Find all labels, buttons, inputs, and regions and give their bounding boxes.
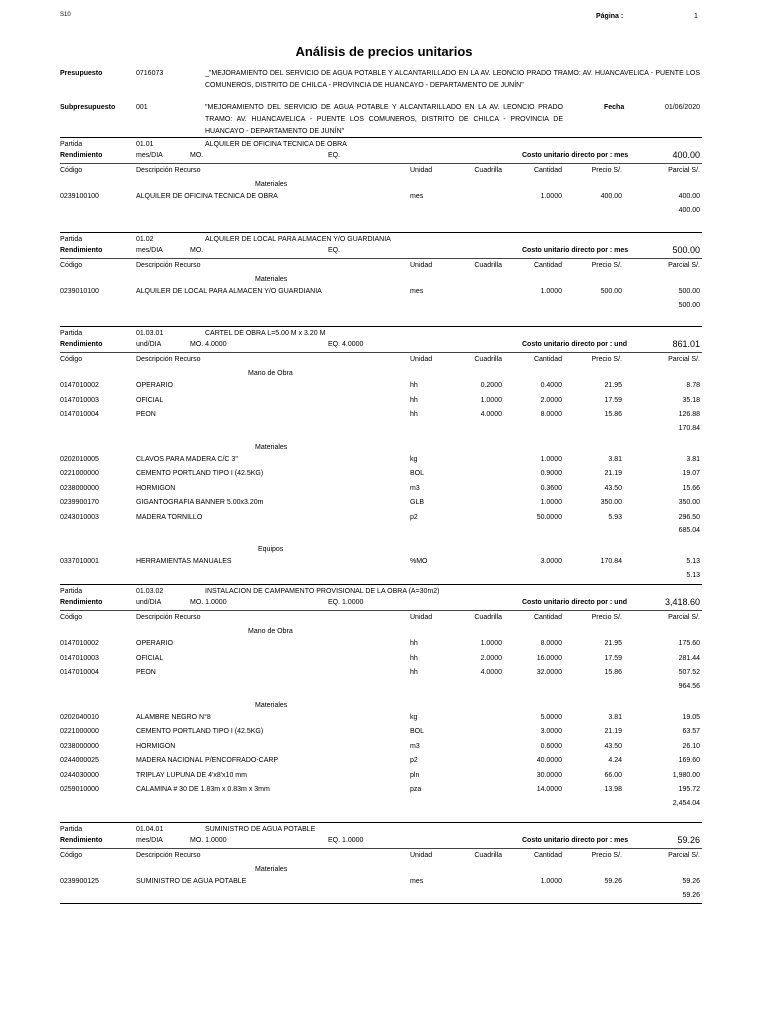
- resource-parcial: 296.50: [678, 513, 700, 521]
- resource-description: CLAVOS PARA MADERA C/C 3": [136, 455, 238, 463]
- costo-unitario-label: Costo unitario directo por : und: [522, 341, 627, 348]
- resource-precio: 17.59: [604, 396, 622, 404]
- partida-id: 01.01: [136, 141, 154, 148]
- col-parcial: Parcial S/.: [668, 852, 700, 859]
- mo-value: 1.0000: [203, 837, 227, 844]
- rendimiento-label: Rendimiento: [60, 599, 103, 606]
- resource-cantidad: 8.0000: [540, 640, 562, 647]
- category-heading: Equipos: [258, 546, 284, 553]
- col-precio: Precio S/.: [591, 262, 622, 269]
- partida-label: Partida: [60, 330, 83, 337]
- mo-field: [190, 152, 203, 159]
- page-label: Página :: [596, 13, 624, 20]
- costo-unitario-value: 500.00: [672, 245, 700, 255]
- resource-code: 0221000000: [60, 728, 99, 735]
- resource-precio: 13.98: [604, 786, 622, 793]
- eq-value: 4.0000: [340, 341, 364, 348]
- partida-top-rule: [60, 326, 702, 327]
- partida-top-rule: [60, 584, 702, 585]
- resource-parcial: 8.78: [686, 382, 700, 389]
- col-precio: Precio S/.: [591, 356, 622, 363]
- resource-unit: pza: [410, 786, 422, 793]
- resource-parcial: 195.72: [678, 786, 700, 793]
- col-cantidad: Cantidad: [533, 167, 562, 174]
- resource-cuadrilla: 4.0000: [480, 411, 502, 418]
- resource-unit: mes: [410, 288, 424, 295]
- resource-parcial: 281.44: [678, 654, 700, 662]
- resource-parcial: 1,980.00: [672, 771, 700, 779]
- resource-row: [0, 743, 768, 755]
- header-rule: [60, 163, 702, 164]
- group-subtotal: 2,454.04: [672, 799, 700, 807]
- resource-unit: hh: [410, 396, 418, 404]
- resource-row: [0, 786, 768, 798]
- partida-name: CARTEL DE OBRA L=5.00 M x 3.20 M: [205, 330, 326, 337]
- group-subtotal: 685.04: [678, 527, 700, 534]
- category-heading: Materiales: [255, 866, 288, 873]
- eq-label: EQ.: [328, 247, 341, 254]
- group-subtotal: 400.00: [678, 206, 700, 214]
- resource-description: TRIPLAY LUPUNA DE 4'x8'x10 mm: [136, 771, 247, 779]
- resource-description: OFICIAL: [136, 396, 164, 404]
- rendimiento-value: und/DIA: [136, 341, 162, 348]
- costo-unitario-value: 861.01: [672, 339, 700, 349]
- eq-field: [328, 341, 363, 348]
- fecha-value: 01/06/2020: [664, 104, 700, 111]
- partida-label: Partida: [60, 141, 83, 148]
- resource-cantidad: 0.6000: [540, 742, 562, 750]
- partida-top-rule: [60, 232, 702, 233]
- col-unidad: Unidad: [410, 167, 433, 174]
- resource-row: [0, 714, 768, 726]
- partida-bottom-rule: [60, 903, 702, 904]
- mo-label: MO.: [190, 247, 204, 254]
- resource-row: [0, 655, 768, 667]
- costo-unitario-label: Costo unitario directo por : mes: [522, 837, 629, 844]
- rendimiento-label: Rendimiento: [60, 152, 103, 159]
- group-subtotal: 59.26: [682, 891, 700, 899]
- resource-description: OPERARIO: [136, 640, 173, 647]
- resource-description: ALAMBRE NEGRO N°8: [136, 713, 211, 721]
- resource-parcial: 19.07: [682, 470, 700, 477]
- resource-row: [0, 669, 768, 681]
- col-unidad: Unidad: [410, 614, 433, 621]
- col-precio: Precio S/.: [591, 167, 622, 174]
- resource-precio: 21.95: [604, 382, 622, 389]
- resource-precio: 400.00: [600, 193, 622, 200]
- resource-row: [0, 470, 768, 482]
- col-cuadrilla: Cuadrilla: [474, 852, 502, 859]
- resource-unit: BOL: [410, 470, 425, 477]
- resource-description: MADERA NACIONAL P/ENCOFRADO-CARP: [136, 757, 279, 764]
- resource-cantidad: 2.0000: [540, 396, 562, 404]
- category-heading: Materiales: [255, 701, 288, 709]
- eq-field: [328, 247, 340, 254]
- resource-cantidad: 1.0000: [540, 499, 562, 506]
- resource-code: 0337010001: [60, 558, 99, 565]
- resource-precio: 17.59: [604, 654, 622, 662]
- resource-cantidad: 0.4000: [540, 382, 562, 389]
- resource-code: 0239900170: [60, 499, 99, 506]
- fecha-label: Fecha: [604, 104, 625, 111]
- resource-unit: %MO: [410, 558, 428, 565]
- resource-parcial: 15.66: [682, 484, 700, 492]
- mo-label: MO.: [190, 341, 204, 348]
- group-subtotal: 964.56: [678, 682, 700, 690]
- resource-code: 0238000000: [60, 484, 99, 492]
- resource-description: HORMIGON: [136, 484, 176, 492]
- resource-cantidad: 32.0000: [536, 669, 562, 676]
- resource-parcial: 350.00: [678, 499, 700, 506]
- resource-precio: 59.26: [604, 878, 622, 885]
- mo-value: 4.0000: [203, 341, 227, 348]
- group-subtotal: 170.84: [678, 424, 700, 432]
- partida-id: 01.03.01: [136, 330, 164, 337]
- resource-description: CEMENTO PORTLAND TIPO I (42.5KG): [136, 728, 264, 735]
- col-cantidad: Cantidad: [533, 262, 562, 269]
- resource-precio: 15.86: [604, 411, 622, 418]
- eq-field: [328, 837, 363, 844]
- resource-cantidad: 14.0000: [536, 786, 562, 793]
- header-rule: [60, 610, 702, 611]
- col-parcial: Parcial S/.: [668, 614, 700, 621]
- eq-field: [328, 152, 340, 159]
- partida-top-rule: [60, 137, 702, 138]
- resource-unit: hh: [410, 382, 418, 389]
- costo-unitario-label: Costo unitario directo por : mes: [522, 152, 629, 159]
- subpresupuesto-description: "MEJORAMIENTO DEL SERVICIO DE AGUA POTABLE Y ALCANTARILLADO EN LA AV. LEONCIO PRADO TRAMO: AV. HUANCAVELICA - PUENTE LOS COMUNEROS, DISTRITO DE CHILCA - PROVINCIA DE HUANCAYO - DEPARTAMENTO DE JUNÍN": [205, 104, 563, 135]
- resource-cuadrilla: 1.0000: [480, 640, 502, 647]
- col-cuadrilla: Cuadrilla: [474, 167, 502, 174]
- resource-code: 0238000000: [60, 742, 99, 750]
- resource-description: PEON: [136, 669, 156, 676]
- col-descripcion: Descripción Recurso: [136, 262, 201, 269]
- resource-row: [0, 456, 768, 468]
- resource-unit: mes: [410, 878, 424, 885]
- resource-code: 0147010002: [60, 382, 99, 389]
- resource-cantidad: 40.0000: [536, 757, 562, 764]
- col-codigo: Código: [60, 262, 83, 269]
- col-unidad: Unidad: [410, 262, 433, 269]
- header-rule: [60, 352, 702, 353]
- resource-code: 0239900125: [60, 878, 99, 885]
- col-unidad: Unidad: [410, 852, 433, 859]
- resource-row: [0, 499, 768, 511]
- resource-description: CALAMINA # 30 DE 1.83m x 0.83m x 3mm: [136, 786, 270, 793]
- mo-field: [190, 247, 203, 254]
- resource-unit: GLB: [410, 499, 425, 506]
- eq-value: 1.0000: [340, 599, 364, 606]
- resource-code: 0244030000: [60, 771, 99, 779]
- column-headers: [0, 356, 768, 368]
- resource-precio: 21.95: [604, 640, 622, 647]
- eq-label: EQ.: [328, 152, 341, 159]
- resource-cantidad: 5.0000: [540, 713, 562, 721]
- resource-code: 0147010003: [60, 396, 99, 404]
- resource-cantidad: 1.0000: [540, 288, 562, 295]
- resource-unit: m3: [410, 484, 420, 492]
- resource-row: [0, 397, 768, 409]
- resource-code: 0239010100: [60, 288, 99, 295]
- mo-label: MO.: [190, 599, 204, 606]
- resource-parcial: 63.57: [682, 728, 700, 735]
- resource-precio: 350.00: [600, 499, 622, 506]
- col-precio: Precio S/.: [591, 614, 622, 621]
- resource-parcial: 5.13: [686, 558, 700, 565]
- resource-description: ALQUILER DE OFICINA TECNICA DE OBRA: [136, 193, 278, 200]
- resource-unit: kg: [410, 455, 418, 463]
- rendimiento-value: mes/DIA: [136, 837, 163, 844]
- resource-code: 0243010003: [60, 513, 99, 521]
- col-cantidad: Cantidad: [533, 614, 562, 621]
- resource-description: MADERA TORNILLO: [136, 513, 203, 521]
- page-title: Análisis de precios unitarios: [295, 44, 473, 59]
- eq-label: EQ.: [328, 599, 341, 606]
- column-headers: [0, 167, 768, 179]
- col-codigo: Código: [60, 614, 83, 621]
- resource-unit: pln: [410, 771, 420, 779]
- mo-label: MO.: [190, 152, 204, 159]
- resource-row: [0, 772, 768, 784]
- col-parcial: Parcial S/.: [668, 356, 700, 363]
- subpresupuesto-label: Subpresupuesto: [60, 104, 116, 111]
- resource-code: 0147010004: [60, 669, 99, 676]
- resource-row: [0, 485, 768, 497]
- resource-description: CEMENTO PORTLAND TIPO I (42.5KG): [136, 470, 264, 477]
- resource-unit: hh: [410, 669, 418, 676]
- resource-precio: 43.50: [604, 484, 622, 492]
- presupuesto-label: Presupuesto: [60, 70, 103, 77]
- costo-unitario-value: 59.26: [677, 835, 700, 845]
- resource-description: HERRAMIENTAS MANUALES: [136, 558, 232, 565]
- col-parcial: Parcial S/.: [668, 262, 700, 269]
- header-rule: [60, 258, 702, 259]
- resource-precio: 66.00: [604, 771, 622, 779]
- resource-parcial: 26.10: [682, 742, 700, 750]
- resource-precio: 170.84: [600, 558, 622, 565]
- resource-row: [0, 514, 768, 526]
- partida-name: INSTALACION DE CAMPAMENTO PROVISIONAL DE LA OBRA (A=30m2): [205, 588, 440, 595]
- resource-precio: 43.50: [604, 742, 622, 750]
- resource-row: [0, 411, 768, 423]
- category-heading: Mano de Obra: [248, 370, 293, 377]
- resource-precio: 3.81: [608, 455, 622, 463]
- resource-unit: p2: [410, 513, 418, 521]
- resource-cantidad: 3.0000: [540, 728, 562, 735]
- presupuesto-code: 0716073: [136, 70, 164, 77]
- resource-code: 0202040010: [60, 713, 99, 721]
- resource-unit: m3: [410, 742, 420, 750]
- col-cuadrilla: Cuadrilla: [474, 262, 502, 269]
- mo-label: MO.: [190, 837, 204, 844]
- resource-precio: 4.24: [608, 757, 622, 764]
- resource-description: GIGANTOGRAFIA BANNER 5.00x3.20m: [136, 499, 264, 506]
- resource-cantidad: 8.0000: [540, 411, 562, 418]
- col-cuadrilla: Cuadrilla: [474, 614, 502, 621]
- col-codigo: Código: [60, 356, 83, 363]
- resource-parcial: 3.81: [686, 455, 700, 463]
- resource-precio: 21.19: [604, 728, 622, 735]
- mo-field: [190, 599, 227, 606]
- resource-cuadrilla: 0.2000: [480, 382, 502, 389]
- resource-precio: 21.19: [604, 470, 622, 477]
- resource-unit: hh: [410, 411, 418, 418]
- resource-precio: 5.93: [608, 513, 622, 521]
- resource-parcial: 126.88: [678, 411, 700, 418]
- presupuesto-description: _"MEJORAMIENTO DEL SERVICIO DE AGUA POTABLE Y ALCANTARILLADO EN LA AV. LEONCIO PRADO TRAMO: AV. HUANCAVELICA - PUENTE LOS COMUNEROS, DISTRITO DE CHILCA - PROVINCIA DE HUANCAYO - DEPARTAMENTO DE JUNÍN": [205, 70, 700, 89]
- resource-description: PEON: [136, 411, 156, 418]
- category-heading: Mano de Obra: [248, 628, 293, 635]
- resource-parcial: 175.60: [678, 640, 700, 647]
- group-subtotal: 500.00: [678, 301, 700, 309]
- partida-name: SUMINISTRO DE AGUA POTABLE: [205, 826, 316, 833]
- col-cantidad: Cantidad: [533, 852, 562, 859]
- col-parcial: Parcial S/.: [668, 167, 700, 174]
- resource-cantidad: 0.3600: [540, 484, 562, 492]
- resource-description: ALQUILER DE LOCAL PARA ALMACEN Y/O GUARDIANIA: [136, 288, 322, 295]
- resource-description: HORMIGON: [136, 742, 176, 750]
- rendimiento-label: Rendimiento: [60, 341, 103, 348]
- col-codigo: Código: [60, 167, 83, 174]
- resource-code: 0259010000: [60, 786, 99, 793]
- resource-unit: p2: [410, 757, 418, 764]
- partida-id: 01.04.01: [136, 826, 164, 833]
- resource-row: [0, 757, 768, 769]
- partida-name: ALQUILER DE LOCAL PARA ALMACEN Y/O GUARDIANIA: [205, 236, 391, 243]
- rendimiento-label: Rendimiento: [60, 247, 103, 254]
- group-subtotal: 5.13: [686, 571, 700, 579]
- resource-row: [0, 728, 768, 740]
- resource-unit: hh: [410, 640, 418, 647]
- costo-unitario-label: Costo unitario directo por : mes: [522, 247, 629, 254]
- mo-field: [190, 341, 227, 348]
- partida-label: Partida: [60, 236, 83, 243]
- partida-top-rule: [60, 822, 702, 823]
- partida-id: 01.03.02: [136, 588, 164, 595]
- col-precio: Precio S/.: [591, 852, 622, 859]
- resource-cantidad: 16.0000: [536, 654, 562, 662]
- resource-cantidad: 1.0000: [540, 193, 562, 200]
- eq-label: EQ.: [328, 341, 341, 348]
- resource-unit: hh: [410, 654, 418, 662]
- resource-cantidad: 3.0000: [540, 558, 562, 565]
- col-unidad: Unidad: [410, 356, 433, 363]
- resource-parcial: 35.18: [682, 396, 700, 404]
- eq-field: [328, 599, 363, 606]
- resource-cuadrilla: 1.0000: [480, 396, 502, 404]
- header-rule: [60, 848, 702, 849]
- resource-parcial: 59.26: [682, 878, 700, 885]
- resource-cuadrilla: 2.0000: [480, 654, 502, 662]
- resource-row: [0, 193, 768, 205]
- partida-label: Partida: [60, 826, 83, 833]
- column-headers: [0, 852, 768, 864]
- resource-row: [0, 558, 768, 570]
- resource-cantidad: 0.9000: [540, 470, 562, 477]
- resource-code: 0147010002: [60, 640, 99, 647]
- resource-code: 0244000025: [60, 757, 99, 764]
- mo-value: 1.0000: [203, 599, 227, 606]
- resource-cantidad: 1.0000: [540, 455, 562, 463]
- resource-row: [0, 382, 768, 394]
- resource-parcial: 169.60: [678, 757, 700, 764]
- resource-description: OPERARIO: [136, 382, 173, 389]
- resource-parcial: 500.00: [678, 288, 700, 295]
- costo-unitario-value: 400.00: [672, 150, 700, 160]
- eq-label: EQ.: [328, 837, 341, 844]
- partida-id: 01.02: [136, 236, 154, 243]
- subpresupuesto-code: 001: [136, 104, 148, 111]
- resource-unit: kg: [410, 713, 418, 721]
- resource-cuadrilla: 4.0000: [480, 669, 502, 676]
- resource-code: 0202010005: [60, 455, 99, 463]
- resource-cantidad: 30.0000: [536, 771, 562, 779]
- resource-row: [0, 288, 768, 300]
- resource-parcial: 400.00: [678, 193, 700, 200]
- rendimiento-value: mes/DIA: [136, 152, 163, 159]
- resource-description: SUMINISTRO DE AGUA POTABLE: [136, 878, 247, 885]
- system-tag: S10: [60, 12, 71, 18]
- resource-precio: 3.81: [608, 713, 622, 721]
- resource-precio: 500.00: [600, 288, 622, 295]
- eq-value: 1.0000: [340, 837, 364, 844]
- partida-name: ALQUILER DE OFICINA TECNICA DE OBRA: [205, 141, 347, 148]
- resource-code: 0221000000: [60, 470, 99, 477]
- col-descripcion: Descripción Recurso: [136, 356, 201, 363]
- category-heading: Materiales: [255, 443, 288, 451]
- rendimiento-value: mes/DIA: [136, 247, 163, 254]
- resource-parcial: 19.05: [682, 713, 700, 721]
- resource-code: 0147010004: [60, 411, 99, 418]
- resource-row: [0, 878, 768, 890]
- rendimiento-label: Rendimiento: [60, 837, 103, 844]
- resource-unit: BOL: [410, 728, 425, 735]
- resource-code: 0239100100: [60, 193, 99, 200]
- page-number: 1: [694, 13, 698, 20]
- resource-cantidad: 50.0000: [536, 513, 562, 521]
- col-cantidad: Cantidad: [533, 356, 562, 363]
- resource-description: OFICIAL: [136, 654, 164, 662]
- col-descripcion: Descripción Recurso: [136, 852, 201, 859]
- col-cuadrilla: Cuadrilla: [474, 356, 502, 363]
- category-heading: Materiales: [255, 276, 288, 283]
- resource-unit: mes: [410, 193, 424, 200]
- partida-label: Partida: [60, 588, 83, 595]
- costo-unitario-label: Costo unitario directo por : und: [522, 599, 627, 606]
- column-headers: [0, 614, 768, 626]
- resource-parcial: 507.52: [678, 669, 700, 676]
- mo-field: [190, 837, 227, 844]
- resource-precio: 15.86: [604, 669, 622, 676]
- resource-cantidad: 1.0000: [540, 878, 562, 885]
- col-descripcion: Descripción Recurso: [136, 167, 201, 174]
- rendimiento-value: und/DIA: [136, 599, 162, 606]
- costo-unitario-value: 3,418.60: [664, 597, 700, 607]
- col-codigo: Código: [60, 852, 83, 859]
- column-headers: [0, 262, 768, 274]
- resource-code: 0147010003: [60, 654, 99, 662]
- category-heading: Materiales: [255, 181, 288, 188]
- col-descripcion: Descripción Recurso: [136, 614, 201, 621]
- resource-row: [0, 640, 768, 652]
